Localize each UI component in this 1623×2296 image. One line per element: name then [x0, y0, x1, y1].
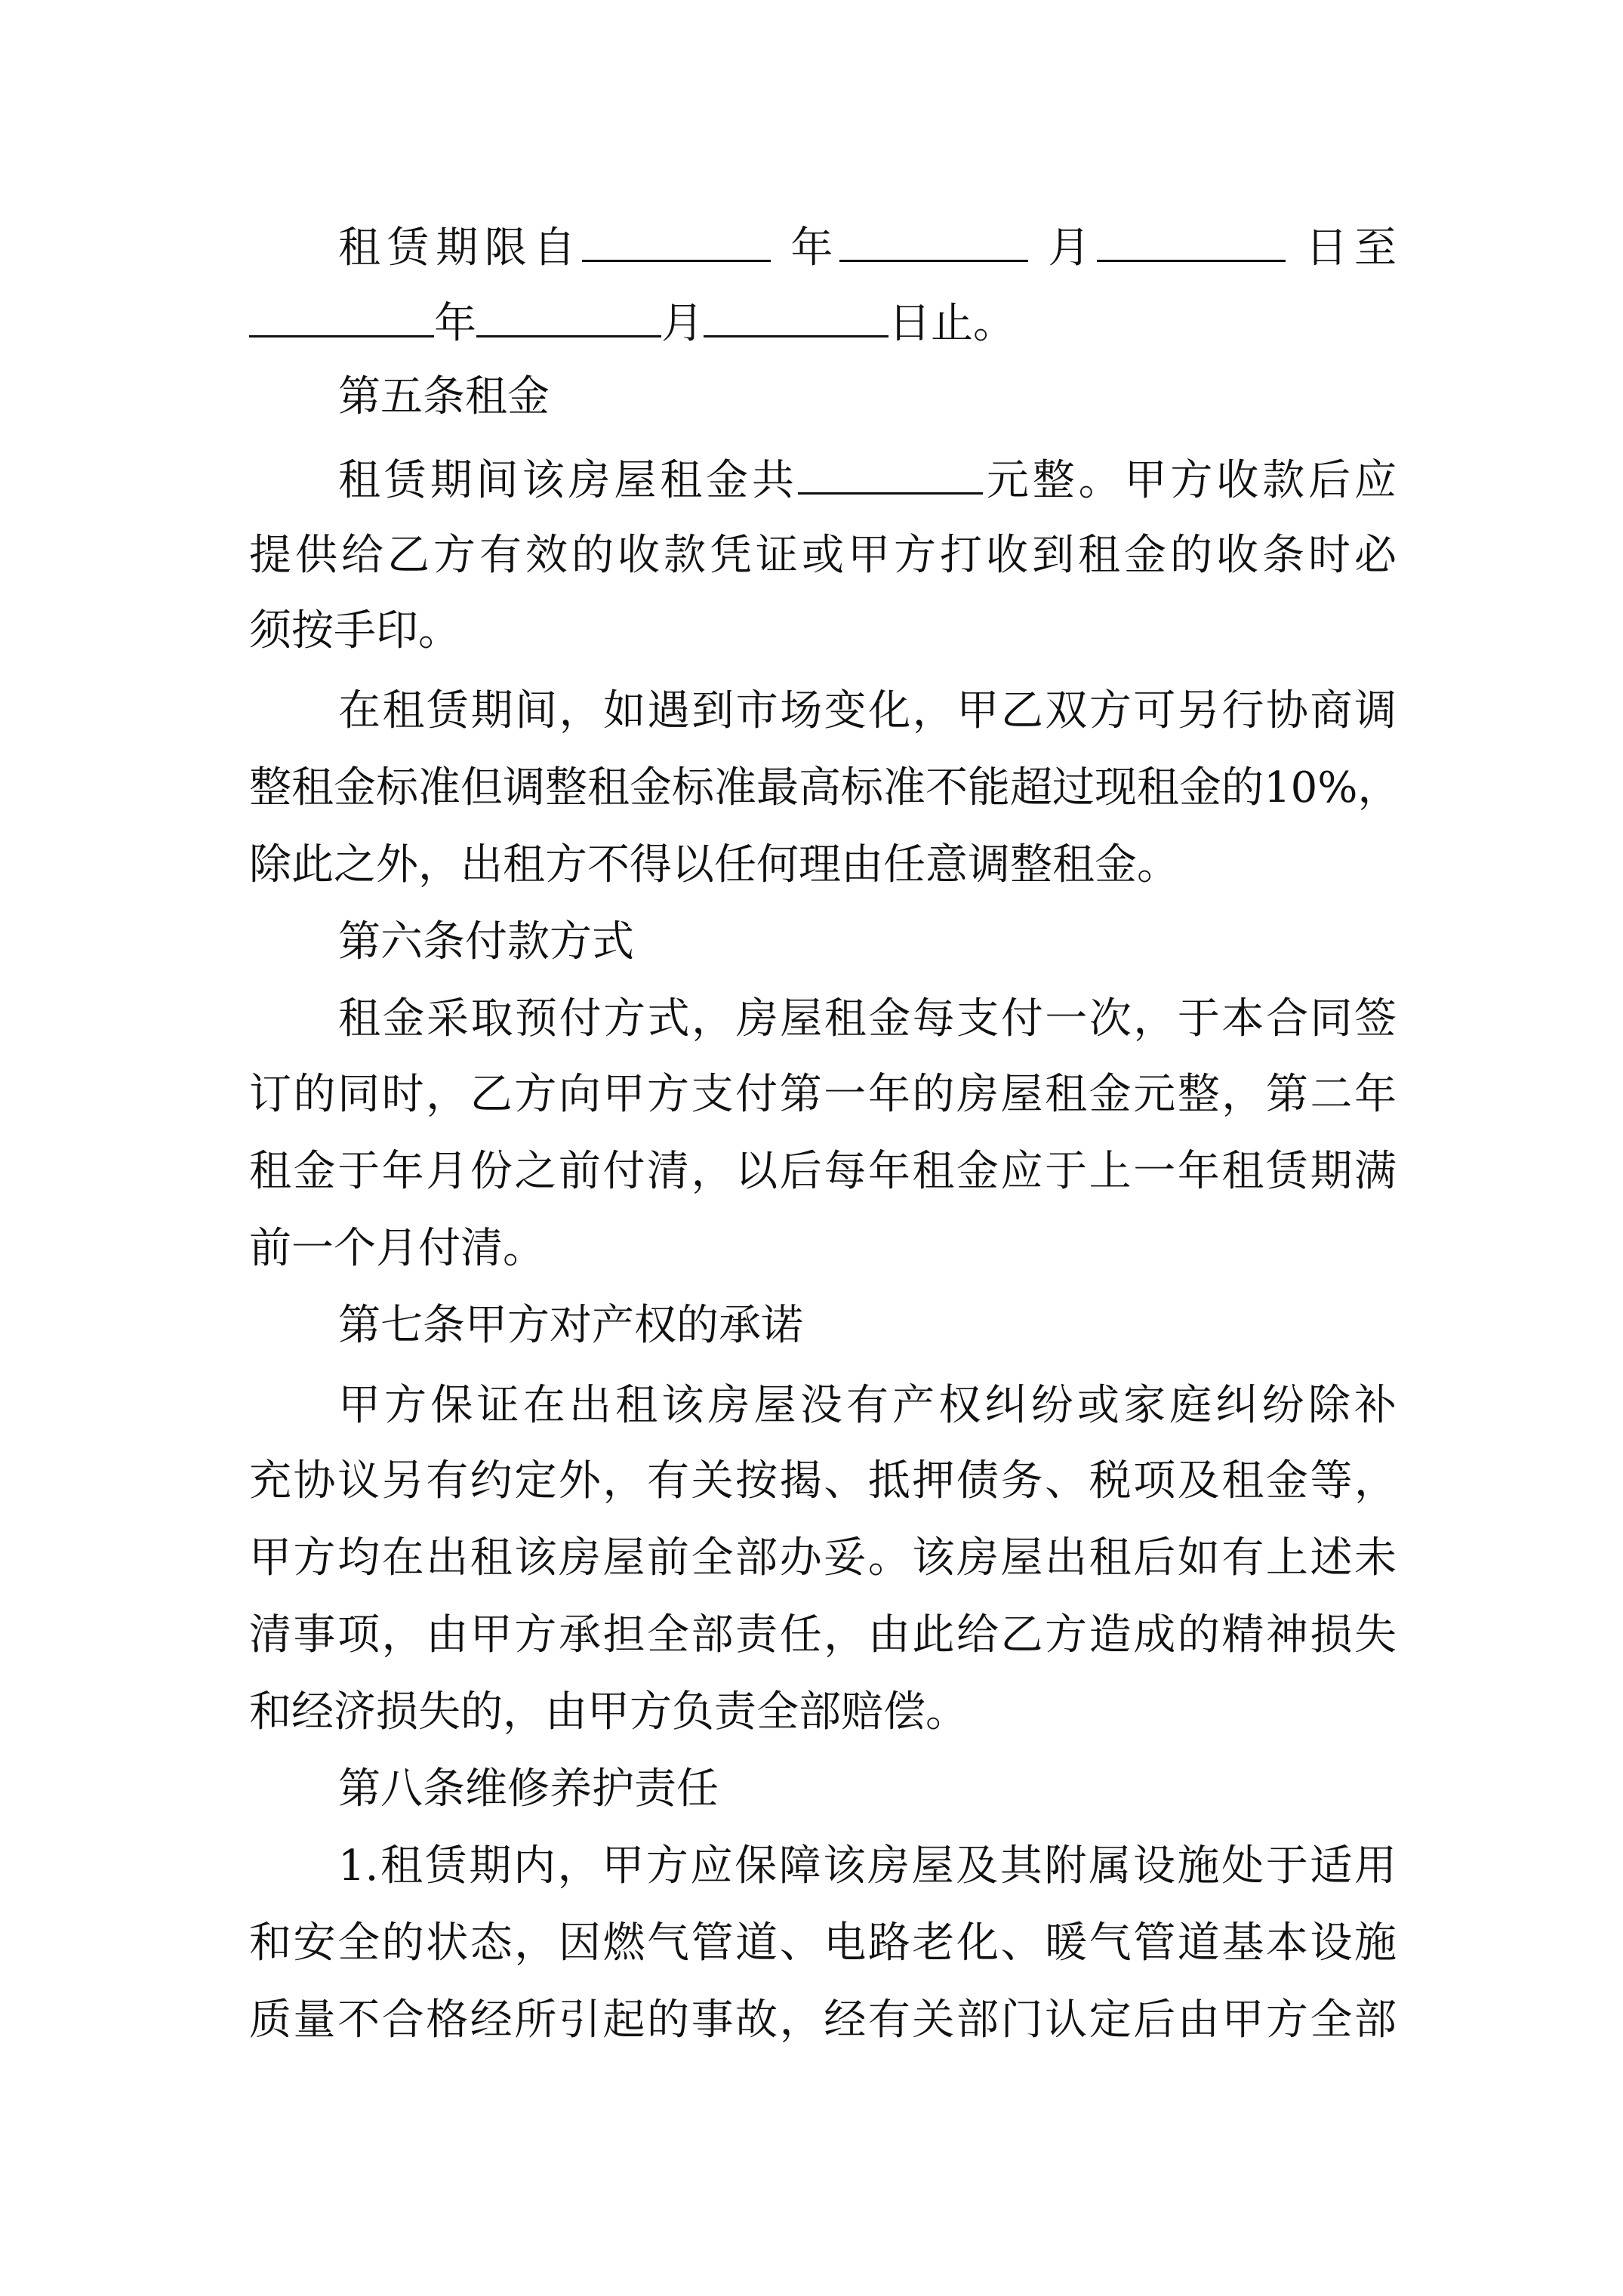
lease-term-line-1 — [338, 216, 1397, 276]
article-5-p2-line-2: 整租金标准但调整租金标准最高标准不能超过现租金的10%， — [249, 763, 1400, 812]
day-blank — [1097, 216, 1286, 262]
article-5-p2-line-3: 除此之外，出租方不得以任何理由任意调整租金。 — [249, 840, 1179, 889]
article-6-line-4: 前一个月付清。 — [249, 1224, 545, 1273]
end-day-blank — [704, 291, 888, 337]
article-6-line-2: 订的同时，乙方向甲方支付第一年的房屋租金元整，第二年 — [249, 1070, 1397, 1119]
month-blank — [839, 216, 1028, 262]
article-8-line-2: 和安全的状态，因燃气管道、电路老化、暖气管道基本设施 — [249, 1918, 1397, 1968]
day-to-label: 日至 — [1305, 223, 1397, 273]
year-blank — [582, 216, 771, 262]
article-5-p2-line-1: 在租赁期间，如遇到市场变化，甲乙双方可另行协商调 — [338, 686, 1397, 735]
article-5-line-3: 须按手印。 — [249, 606, 460, 655]
article-6-title: 第六条付款方式 — [338, 917, 634, 966]
article-7-line-4: 清事项，由甲方承担全部责任，由此给乙方造成的精神损失 — [249, 1610, 1397, 1660]
article-6-line-1: 租金采取预付方式，房屋租金每支付一次，于本合同签 — [338, 994, 1397, 1043]
end-year-label: 年 — [434, 299, 476, 348]
article-8-line-1: 1.租赁期内，甲方应保障该房屋及其附属设施处于适用 — [338, 1841, 1397, 1891]
article-8-line-3: 质量不合格经所引起的事故，经有关部门认定后由甲方全部 — [249, 1996, 1397, 2045]
article-7-line-3: 甲方均在出租该房屋前全部办妥。该房屋出租后如有上述未 — [249, 1533, 1397, 1583]
rent-amount-blank — [798, 448, 983, 495]
lease-term-from-label: 租赁期限自 — [338, 223, 582, 273]
rent-total-label: 租赁期间该房屋租金共 — [338, 456, 798, 505]
article-5-title: 第五条租金 — [338, 372, 550, 421]
article-7-title: 第七条甲方对产权的承诺 — [338, 1301, 803, 1350]
end-year-blank — [249, 291, 434, 337]
year-label: 年 — [790, 223, 839, 273]
article-5-line-1 — [338, 448, 1397, 509]
end-month-blank — [476, 291, 661, 337]
article-7-line-5: 和经济损失的，由甲方负责全部赔偿。 — [249, 1687, 968, 1737]
article-8-title: 第八条维修养护责任 — [338, 1764, 719, 1814]
end-month-label: 月 — [661, 299, 704, 348]
article-5-line-2: 提供给乙方有效的收款凭证或甲方打收到租金的收条时必 — [249, 531, 1397, 580]
rent-total-suffix: 元整。甲方收款后应 — [982, 456, 1397, 505]
end-day-label: 日止。 — [888, 299, 1015, 348]
month-label: 月 — [1048, 223, 1098, 273]
article-7-line-1: 甲方保证在出租该房屋没有产权纠纷或家庭纠纷除补 — [338, 1381, 1397, 1430]
lease-term-line-2 — [249, 291, 1397, 352]
article-7-line-2: 充协议另有约定外，有关按揭、抵押债务、税项及租金等， — [249, 1456, 1397, 1505]
article-6-line-3: 租金于年月份之前付清，以后每年租金应于上一年租赁期满 — [249, 1147, 1397, 1196]
